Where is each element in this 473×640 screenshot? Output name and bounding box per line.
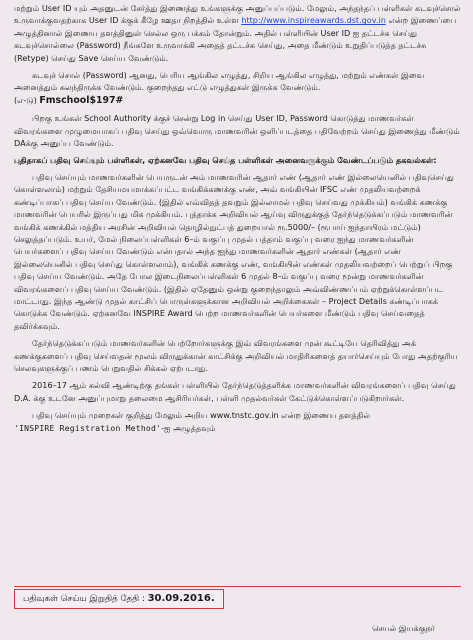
- paragraph-text: என்ற இணைப்பை அழுத்தினால் இணைய தளத்தினுள் செல்ல ஒரு பக்கம் தோன்றும். அதில் பள்ளியின் User ID ஐ தட்டச்சு செய்து கடவுச்சொல்லை (Password) நீங்களே உருவாக்கி அதைத் தட்டச்சு செய்து, அதை மீண்டும் உறுதிப்படுத்த தட்டச்சு (Retype) செய்து Save செய்ய வேண்டும்.: [14, 15, 457, 63]
- inspire-awards-link[interactable]: http://www.inspireawards.dst.gov.in: [241, 15, 386, 26]
- password-example: Fmschool$197#: [39, 94, 124, 106]
- deadline-date: 30.09.2016.: [147, 593, 215, 604]
- deadline-box: [14, 589, 224, 609]
- paragraph-text: கடவுச் சொல் (Password) ஆனது, பெரிய ஆங்கில எழுத்து, சிறிய ஆங்கில எழுத்து, மற்றும் எண்கள் இவை அனைத்தும் கலந்திருக்க வேண்டும். குறைந்தது எட்டு எழுத்துகள் இருக்க வேண்டும்.: [14, 70, 425, 93]
- registration-method-name: 'INSPIRE Registration Method': [14, 422, 162, 433]
- example-prefix: (எ-டு): [14, 94, 37, 105]
- paragraph-registration-method: [14, 409, 461, 434]
- paragraph-academic-year: 2016–17 ஆம் கல்வி ஆண்டிற்கு தங்கள் பள்ளியில் தேர்ந்தெடுத்தளிக்க மாணவர்களின் விவரங்களைப் பதிவு செய்து D.A. க்கு உடனே அனுப்புமாறு தலைமை ஆசிரியர்கள், பள்ளி முதல்வர்கள் கேட்டுக்கொள்ளப்படுகிறார்கள்.: [14, 380, 456, 403]
- paragraph-text: மற்றும் User ID யும் அதனுடன் சேர்த்து இணைத்து உங்களுக்கு அனுப்பப்படும். மேலும், அந்தந்தப் பள்ளிகள் கடவுச்சொல் உருவாக்குவதற்காக User ID க்குக் கீழே ஊதா நிறத்தில் உள்ள: [14, 3, 461, 26]
- paragraph-student-details: பதிவு செய்யும் மாணவர்களின் பெயருடன் அம் மாணவரின் ஆதார் எண் (ஆதார் எண் இல்லையெனில் பதிவுசெய்து கொள்ளலாம்) மற்றும் தேசியமயமாக்கப்பட்ட வங்கிக்கணக்கு எண், அவ் வங்கியின் IFSC எண் முதலியவற்றைக் கண்டிப்பாகப் பதிவு செய்ய வேண்டும். (இதில் எவ்விதத் தவறும் இல்லாமல் பதிவு செய்வது முக்கியம்) வங்கிக் கணக்கு மாணவரின் பெயரில் இருப்பது மிக முக்கியம். புத்தாக்க அறிவியல் ஆய்வு விருதுக்குத் தேர்ந்தெடுக்கப்படும் மாணவரின் வங்கிக் கணக்கில் மத்திய அரசின் அறிவியல் தொழில்நுட்பத் துறையால் ரூ.5000/– (ரூபாய் ஐந்தாயிரம் மட்டும்) செலுத்தப்படும். உயர், மேல் நிலைப்பள்ளிகள் 6–ம் வகுப்பு முதல் பத்தாம் வகுப்பு வரை ஐந்து மாணவர்களின் பெயர்களைப் பதிவு செய்ய வேண்டும் என்பதால் அந்த ஐந்து மாணவர்களின் ஆதார் எண்கள் (ஆதார் எண் இல்லையெனில் பதிவு செய்து கொள்ளலாம்), வங்கிக் கணக்கு எண், வங்கியின் எண்கள் முதலியவற்றைப் பெற்றுப் பிறகு பதிவு செய்ய வேண்டும். அதே போல இடைநிலைப்பள்ளிகள் 6 முதல் 8–ம் வகுப்பு வரை மூன்று மாணவர்களின் விவரங்களைப் பதிவு செய்ய வேண்டும். (இதில் ஏதேனும் ஒன்று குறைந்தாலும் அவ்விண்ணப்பம் ஏற்றுக்கொள்ளப்பட மாட்டாது. இந்த ஆண்டு முதல் காட்சிப் பொருள்களுக்கான அறிவியல் அறிக்கைகள் – Project Details கண்டிப்பாகக் கொடுக்க வேண்டும். ஏற்கனவே INSPIRE Award பெற்ற மாணவர்களின் பெயர்களை மீண்டும் பதிவு செய்வதைத் தவிர்க்கவும்.: [14, 171, 454, 331]
- paragraph-user-id: [14, 2, 461, 64]
- signature-title: செயல் இயக்குநர்: [372, 624, 435, 633]
- paragraph-school-authority: பிறகு உங்கள் School Authority க்குச் சென்று Log in செய்து User ID, Password கொடுத்து மாணவர்கள் விவரங்களை முழுமையாகப் பதிவு செய்து ஒவ்வொரு மாணவரின் ஒளிப்படத்தை பதிவேற்றம் செய்து இணைத்து மீண்டும் DAக்கு அனுப்ப வேண்டும்.: [14, 113, 460, 149]
- paragraph-parents-info: தேர்ந்தெடுக்கப்படும் மாணவர்களின் பெற்றோர்களுக்கு இவ் விவரங்களை முன் கூட்டியே தெரிவித்து அக் கணக்குகளைப் பதிவு செய்வதன் மூலம் விருதுக்கான் காட்சிக்கு அறிவியல் மாதிரிகளைத் தயார்செய்யும் போது அதற்குரிய செலவுகளுக்குப் பணம் பெறுவதில் சிக்கல் ஏற்படாது.: [14, 338, 458, 373]
- tnstc-website-link[interactable]: www.tnstc.gov.in: [210, 410, 279, 421]
- paragraph-password-rules: [14, 69, 461, 107]
- deadline-label: பதிவுகள் செய்ய இறுதித் தேதி :: [23, 594, 145, 604]
- section-heading: புதிதாகப் பதிவு செய்யும் பள்ளிகள், ஏற்கனவே பதிவு செய்த பள்ளிகள் அனைவருக்கும் வேண்டப்படும் தகவல்கள்:: [14, 155, 437, 166]
- footer-divider: [14, 586, 461, 587]
- paragraph-text: என்ற இணைய தளத்தில்: [281, 410, 371, 421]
- paragraph-text: பதிவு செய்யும் முறைகள் குறித்து மேலும் அறிய: [32, 410, 208, 421]
- paragraph-text: -ஐ அழுத்தவும்: [161, 422, 216, 433]
